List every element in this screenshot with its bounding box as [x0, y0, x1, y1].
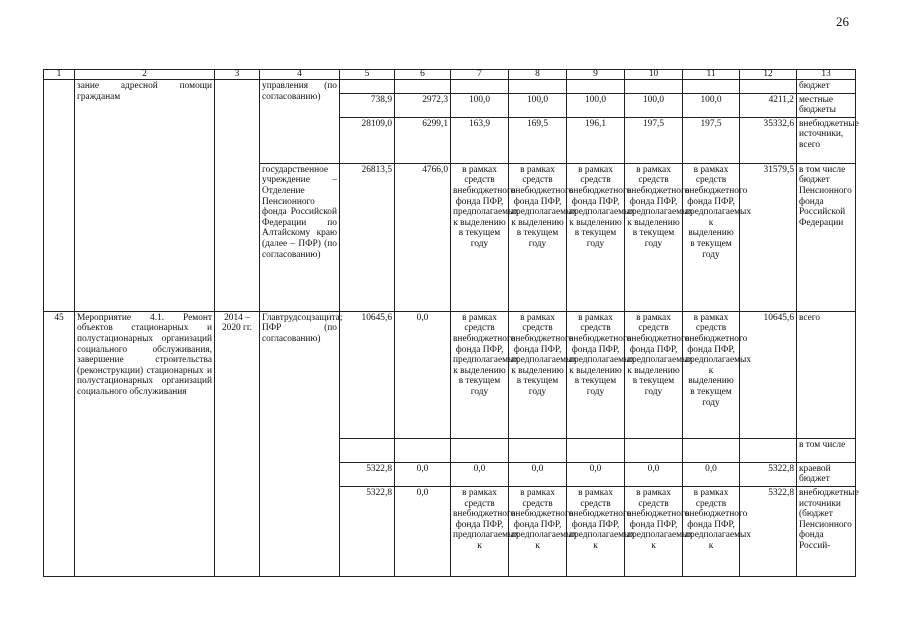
- source-cell: бюджет: [797, 80, 856, 94]
- column-header: 2: [75, 70, 215, 80]
- value-cell: 169,5: [509, 117, 567, 163]
- value-cell: 28109,0: [340, 117, 395, 163]
- source-cell: в том числе: [797, 438, 856, 462]
- source-cell: в том числе бюджет Пенсионного фонда Российской Федерации: [797, 163, 856, 311]
- value-cell: [683, 438, 740, 462]
- value-cell: [740, 80, 797, 94]
- value-cell: [509, 438, 567, 462]
- value-cell: 0,0: [683, 462, 740, 486]
- value-cell: 6299,1: [395, 117, 451, 163]
- table-row: [44, 311, 856, 438]
- value-cell: [509, 80, 567, 94]
- column-header: 8: [509, 70, 567, 80]
- value-cell: 5322,8: [340, 462, 395, 486]
- value-cell: 0,0: [567, 462, 625, 486]
- pfr-note-cell: в рамках средств внебюджетного фонда ПФР, предполагаемых к выделению в текущем году: [509, 163, 567, 311]
- measure-name-cell: Мероприятие 4.1. Ремонт объектов стационарных и полустационарных организаций социального обслуживания, завершение строительства (реконструкции) стационарных и полустационарных организаций социального обслуживания: [75, 311, 215, 576]
- value-cell: [740, 438, 797, 462]
- period-cell: 2014 – 2020 гг.: [215, 311, 260, 576]
- value-cell: 5322,8: [740, 462, 797, 486]
- value-cell: 100,0: [567, 93, 625, 117]
- measure-name-cell: зание адресной помощи гражданам: [75, 80, 215, 312]
- source-cell: местные бюджеты: [797, 93, 856, 117]
- column-header: 4: [260, 70, 340, 80]
- column-header: 6: [395, 70, 451, 80]
- value-cell: 0,0: [395, 311, 451, 438]
- value-cell: [567, 438, 625, 462]
- value-cell: 10645,6: [740, 311, 797, 438]
- executor-cell: государственное учреждение – Отделение Пенсионного фонда Российской Федерации по Алтайскому краю (далее – ПФР) (по согласованию): [260, 163, 340, 311]
- pfr-note-cell: в рамках средств внебюджетного фонда ПФР, предполагаемых к: [509, 486, 567, 576]
- pfr-note-cell: в рамках средств внебюджетного фонда ПФР, предполагаемых к выделению в текущем году: [625, 163, 683, 311]
- column-header: 1: [44, 70, 75, 80]
- value-cell: 5322,8: [740, 486, 797, 576]
- value-cell: 5322,8: [340, 486, 395, 576]
- value-cell: 0,0: [395, 462, 451, 486]
- executor-cell: управления (по согласованию): [260, 80, 340, 164]
- column-header: 9: [567, 70, 625, 80]
- source-cell: внебюджетные источники, всего: [797, 117, 856, 163]
- column-header: 10: [625, 70, 683, 80]
- value-cell: [395, 438, 451, 462]
- column-header: 13: [797, 70, 856, 80]
- pfr-note-cell: в рамках средств внебюджетного фонда ПФР, предполагаемых к: [567, 486, 625, 576]
- value-cell: 4211,2: [740, 93, 797, 117]
- table-row: [44, 80, 856, 94]
- value-cell: 0,0: [395, 486, 451, 576]
- pfr-note-cell: в рамках средств внебюджетного фонда ПФР, предполагаемых к выделению в текущем году: [509, 311, 567, 438]
- column-header: 7: [451, 70, 509, 80]
- pfr-note-cell: в рамках средств внебюджетного фонда ПФР, предполагаемых к выделению в текущем году: [451, 163, 509, 311]
- value-cell: [395, 80, 451, 94]
- pfr-note-cell: в рамках средств внебюджетного фонда ПФР, предполагаемых к выделению в текущем году: [625, 311, 683, 438]
- executor-cell: Главтрудсоцзащита; ПФР (по согласованию): [260, 311, 340, 576]
- value-cell: [625, 80, 683, 94]
- column-header: 3: [215, 70, 260, 80]
- source-cell: внебюджетные источники (бюджет Пенсионного фонда Россий-: [797, 486, 856, 576]
- pfr-note-cell: в рамках средств внебюджетного фонда ПФР, предполагаемых к: [625, 486, 683, 576]
- column-number-row: [44, 70, 856, 80]
- value-cell: [625, 438, 683, 462]
- pfr-note-cell: в рамках средств внебюджетного фонда ПФР, предполагаемых к выделению в текущем году: [683, 163, 740, 311]
- source-cell: всего: [797, 311, 856, 438]
- value-cell: 0,0: [509, 462, 567, 486]
- value-cell: 100,0: [509, 93, 567, 117]
- row-number-cell: [44, 80, 75, 312]
- value-cell: 26813,5: [340, 163, 395, 311]
- pfr-note-cell: в рамках средств внебюджетного фонда ПФР, предполагаемых к выделению в текущем году: [567, 311, 625, 438]
- value-cell: [567, 80, 625, 94]
- value-cell: 197,5: [625, 117, 683, 163]
- program-table: [43, 69, 859, 577]
- value-cell: 738,9: [340, 93, 395, 117]
- page-number: 26: [836, 14, 849, 29]
- column-header: 12: [740, 70, 797, 80]
- pfr-note-cell: в рамках средств внебюджетного фонда ПФР, предполагаемых к выделению в текущем году: [683, 311, 740, 438]
- value-cell: [451, 438, 509, 462]
- value-cell: 10645,6: [340, 311, 395, 438]
- value-cell: 35332,6: [740, 117, 797, 163]
- value-cell: 163,9: [451, 117, 509, 163]
- column-header: 5: [340, 70, 395, 80]
- pfr-note-cell: в рамках средств внебюджетного фонда ПФР, предполагаемых к выделению в текущем году: [567, 163, 625, 311]
- value-cell: 100,0: [683, 93, 740, 117]
- value-cell: [683, 80, 740, 94]
- pfr-note-cell: в рамках средств внебюджетного фонда ПФР, предполагаемых к: [451, 486, 509, 576]
- pfr-note-cell: в рамках средств внебюджетного фонда ПФР, предполагаемых к выделению в текущем году: [451, 311, 509, 438]
- value-cell: 100,0: [625, 93, 683, 117]
- column-header: 11: [683, 70, 740, 80]
- pfr-note-cell: в рамках средств внебюджетного фонда ПФР, предполагаемых к: [683, 486, 740, 576]
- value-cell: 0,0: [625, 462, 683, 486]
- value-cell: [340, 438, 395, 462]
- value-cell: 2972,3: [395, 93, 451, 117]
- value-cell: 100,0: [451, 93, 509, 117]
- value-cell: 196,1: [567, 117, 625, 163]
- period-cell: [215, 80, 260, 312]
- value-cell: 31579,5: [740, 163, 797, 311]
- value-cell: 0,0: [451, 462, 509, 486]
- value-cell: [451, 80, 509, 94]
- value-cell: 4766,0: [395, 163, 451, 311]
- source-cell: краевой бюджет: [797, 462, 856, 486]
- row-number-cell: 45: [44, 311, 75, 576]
- value-cell: 197,5: [683, 117, 740, 163]
- value-cell: [340, 80, 395, 94]
